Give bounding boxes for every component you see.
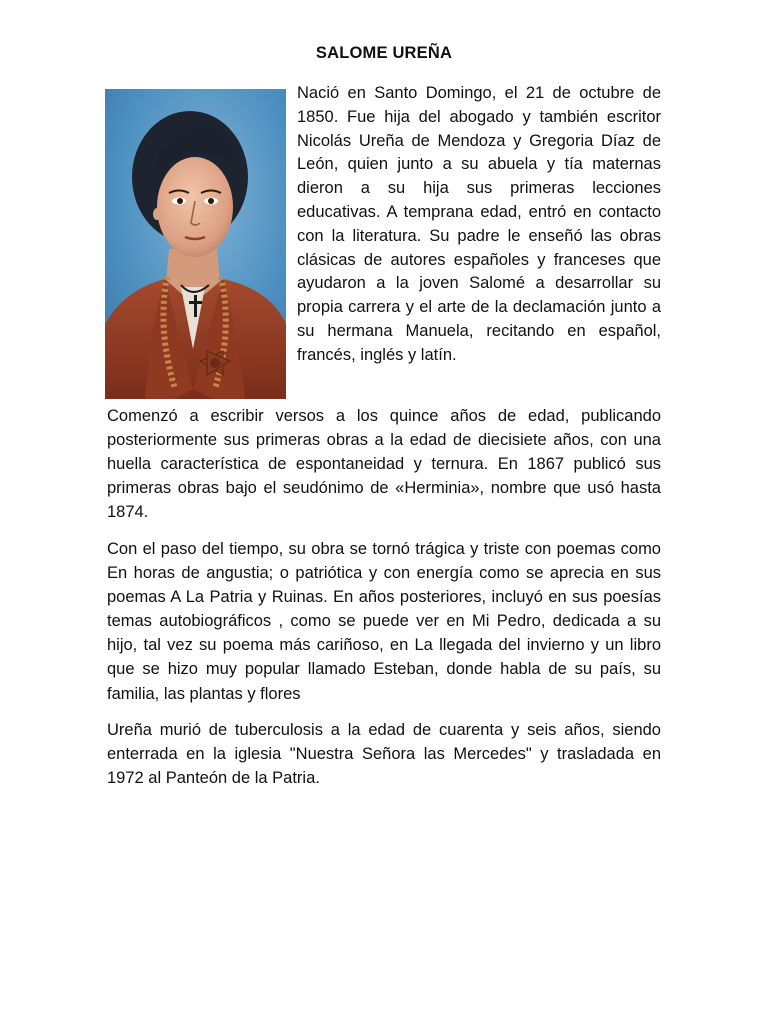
- paragraph-death: Ureña murió de tuberculosis a la edad de cuarenta y seis años, siendo enterrada en la iglesia "Nuestra Señora las Mercedes" y trasladada en 1972 al Panteón de la Patria.: [107, 721, 661, 788]
- document-title: [0, 44, 768, 63]
- paragraph-early-writing: Comenzó a escribir versos a los quince años de edad, publicando posteriormente sus primeras obras a la edad de diecisiete años, con una huella característica de espontaneidad y ternura. En 1867 publicó sus primeras obras bajo el seudónimo de «Herminia», nombre que usó hasta 1874.: [107, 407, 661, 522]
- title-text: SALOME UREÑA: [315, 44, 453, 62]
- portrait-image: [105, 89, 286, 399]
- paragraph-intro: Nació en Santo Domingo, el 21 de octubre de 1850. Fue hija del abogado y también escritor Nicolás Ureña de Mendoza y Gregoria Díaz de León, quien junto a su abuela y tía maternas dieron a su hija sus primeras lecciones educativas. A temprana edad, entró en contacto con la literatura. Su padre le enseñó las obras clásicas de autores españoles y franceses que ayudaron a la joven Salomé a desarrollar su propia carrera y el arte de la declamación junto a su hermana Manuela, recitando en español, francés, inglés y latín.: [297, 84, 661, 364]
- paragraph-later-work: Con el paso del tiempo, su obra se tornó trágica y triste con poemas como En horas de angustia; o patriótica y con energía como se aprecia en sus poemas A La Patria y Ruinas. En años posteriores, incluyó en sus poesías temas autobiográficos , como se puede ver en Mi Pedro, dedicada a su hijo, tal vez su poema más cariñoso, en La llegada del invierno y un libro que se hizo muy popular llamado Esteban, donde habla de su país, su familia, las plantas y flores: [107, 540, 661, 703]
